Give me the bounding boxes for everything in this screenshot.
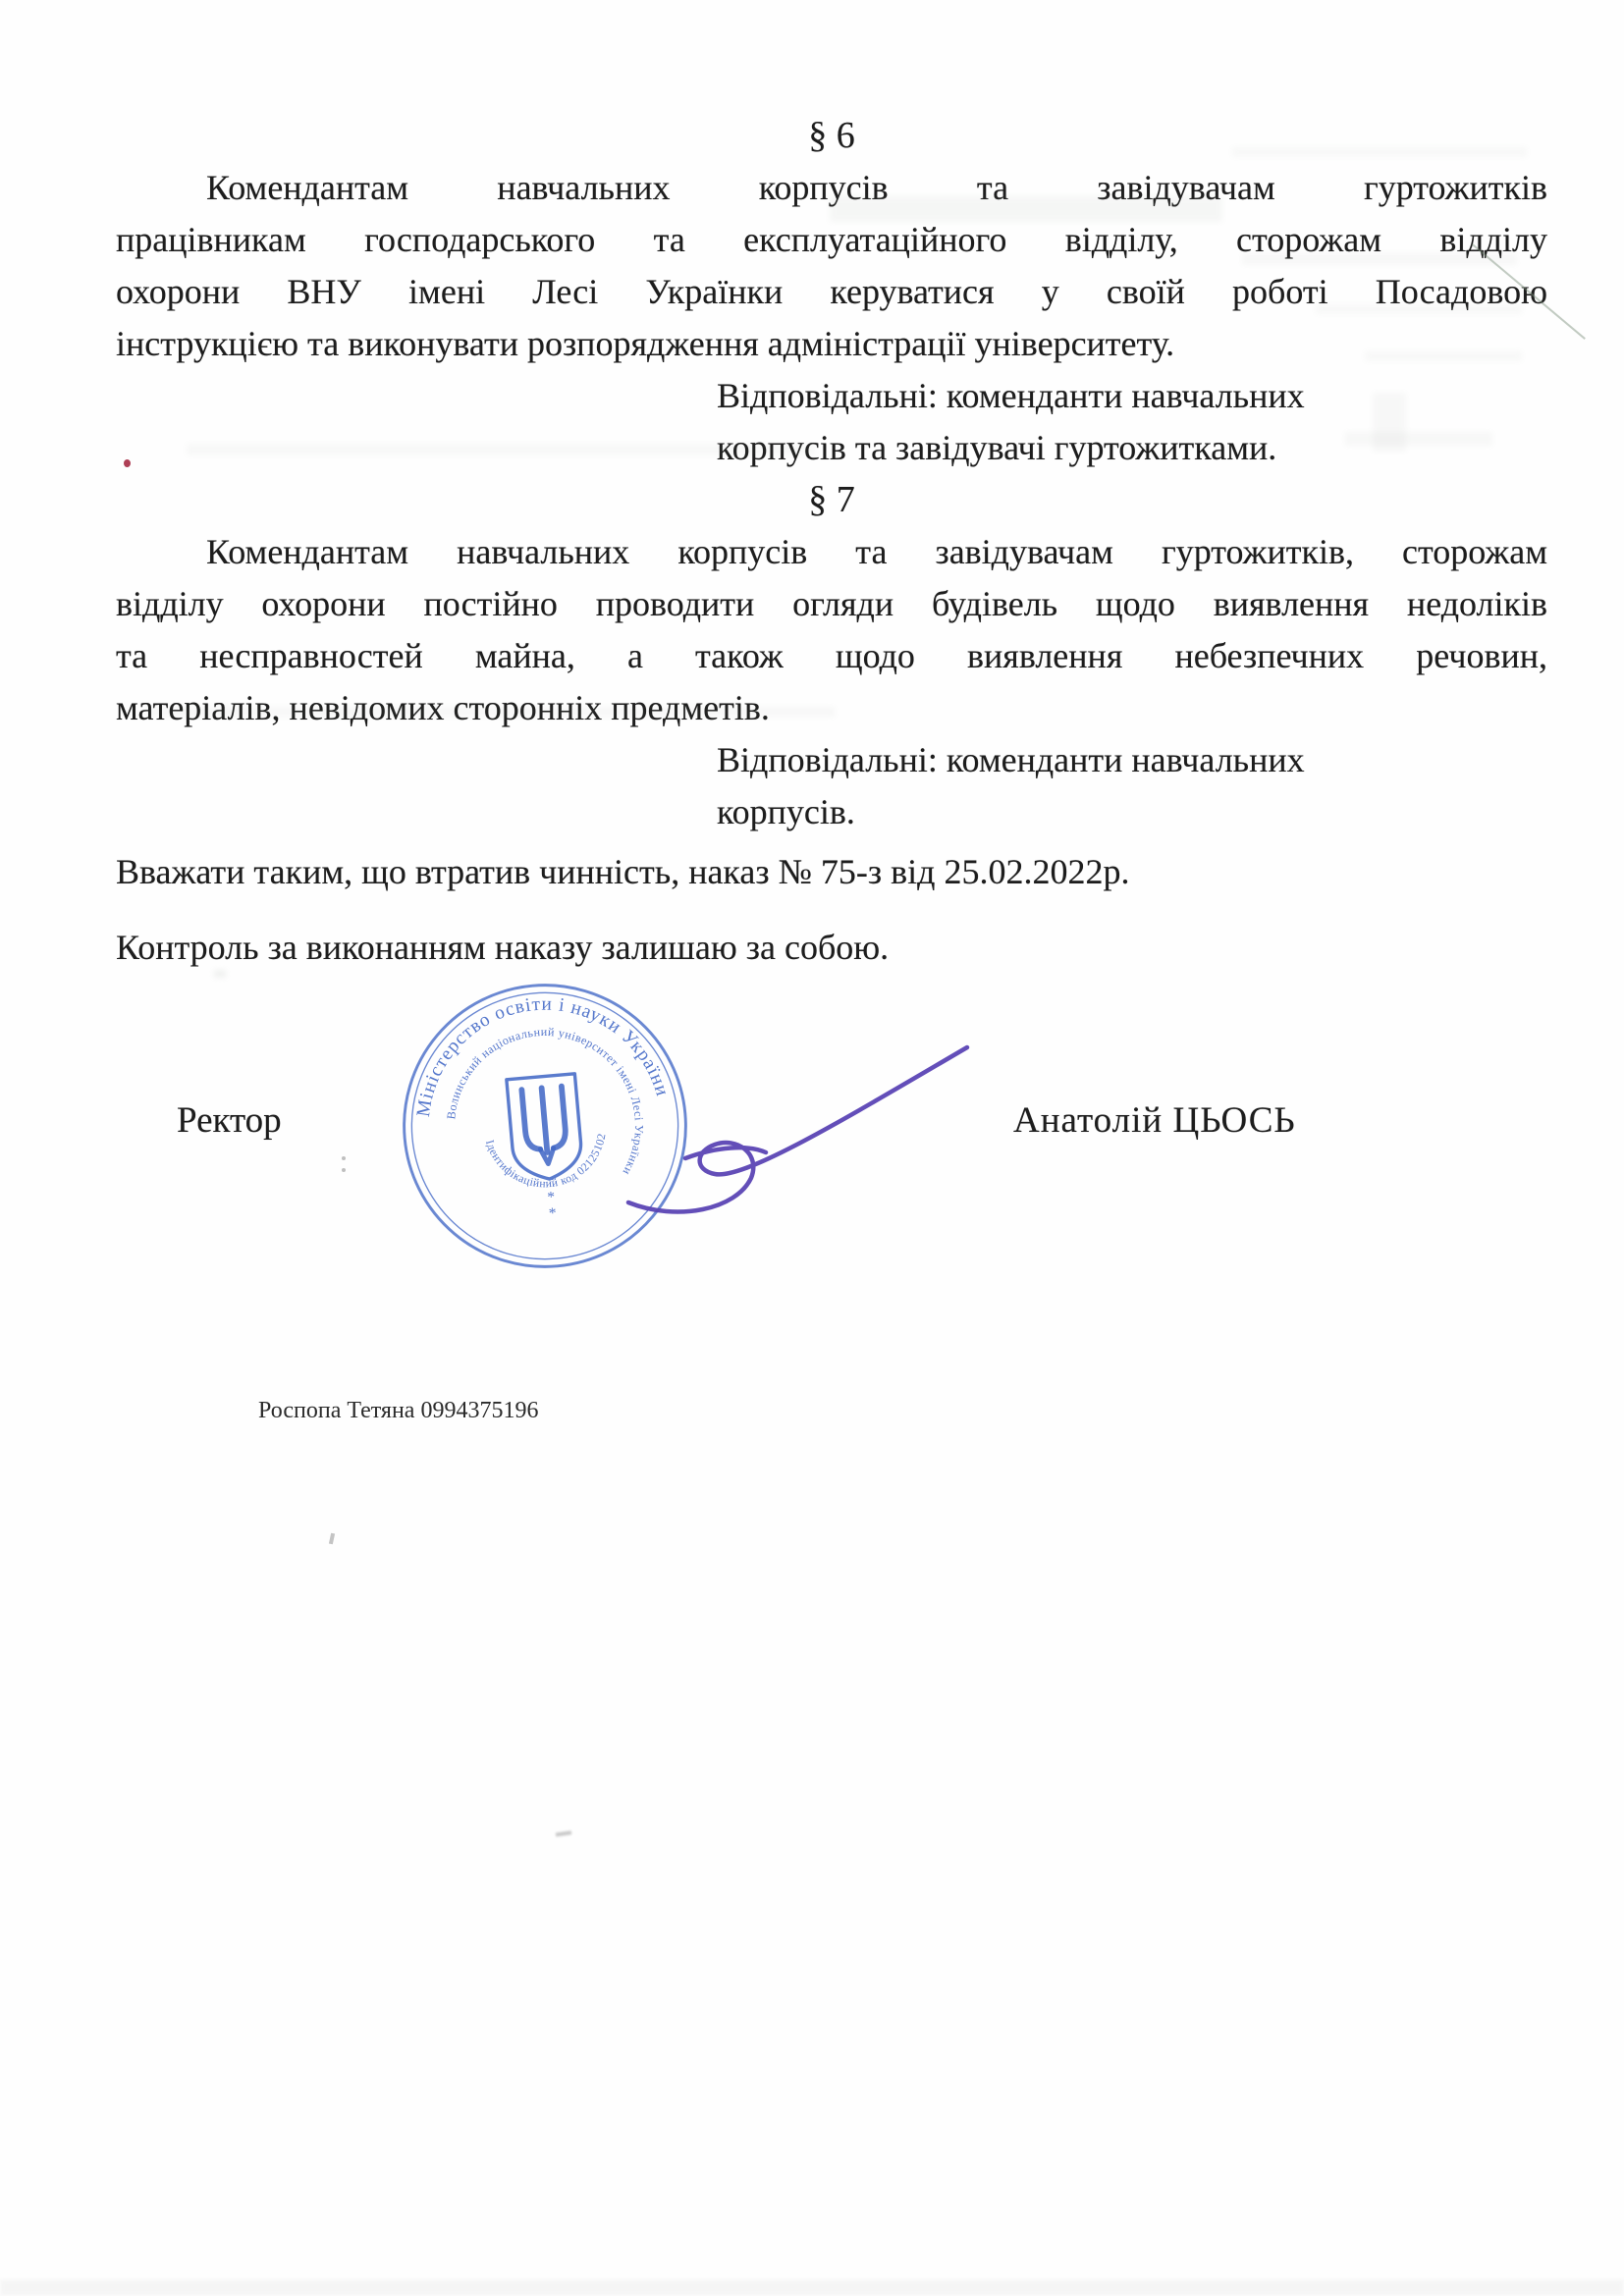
paragraph-line: та несправностей майна, а також щодо виявлення небезпечних речовин, <box>116 636 1547 675</box>
paragraph-line: Комендантам навчальних корпусів та завідувачам гуртожитків, сторожам <box>206 532 1547 571</box>
section-6-paragraph <box>116 162 1547 370</box>
responsible-line: корпусів та завідувачі гуртожитками. <box>717 428 1277 467</box>
paragraph-line: охорони ВНУ імені Лесі Українки керуватися у своїй роботі Посадовою <box>116 272 1547 311</box>
paragraph-line: працівникам господарського та експлуатаційного відділу, сторожам відділу <box>116 220 1547 259</box>
signer-title: Ректор <box>177 1100 282 1141</box>
section-7-responsible-note <box>717 734 1547 838</box>
paragraph-line: Комендантам навчальних корпусів та завідувачам гуртожитків <box>206 168 1547 207</box>
pencil-mark <box>329 1533 335 1545</box>
contact-line: Роспопа Тетяна 0994375196 <box>258 1398 539 1423</box>
pencil-mark <box>342 1156 346 1160</box>
pencil-mark <box>342 1168 346 1172</box>
trident-center-prong <box>542 1088 548 1152</box>
trident-right-prong <box>548 1087 567 1148</box>
trident-emblem <box>507 1074 584 1182</box>
order-text-block <box>116 110 1547 974</box>
section-7-paragraph <box>116 526 1547 734</box>
responsible-line: Відповідальні: коменданти навчальних <box>717 376 1305 415</box>
stamp-asterisk: * <box>548 1204 558 1222</box>
stamp-ring1-textpath: Міністерство освіти і науки України <box>412 993 674 1119</box>
revocation-line: Вважати таким, що втратив чинність, наказ № 75-з від 25.02.2022р. <box>116 852 1130 891</box>
section-7-heading: § 7 <box>808 479 855 520</box>
signature-cross-stroke <box>685 1148 766 1158</box>
section-6-responsible-note <box>717 370 1547 474</box>
trident-left-prong <box>521 1089 540 1150</box>
stamp-ring2-textpath: Волинський національний університет імені Лесі Українки <box>444 1024 647 1178</box>
paragraph-line: інструкцією та виконувати розпорядження адміністрації університету. <box>116 324 1175 363</box>
paragraph-line: відділу охорони постійно проводити огляди будівель щодо виявлення недоліків <box>116 584 1547 623</box>
responsible-line: корпусів. <box>717 792 855 831</box>
section-6-heading: § 6 <box>808 115 855 156</box>
pencil-mark <box>556 1831 571 1837</box>
scan-edge-shadow <box>0 2279 1624 2296</box>
responsible-line: Відповідальні: коменданти навчальних <box>717 740 1305 779</box>
stamp-ring3-textpath: Ідентифікаційний код 02125102 <box>483 1132 609 1191</box>
signature-main-stroke <box>628 1047 967 1212</box>
control-line: Контроль за виконанням наказу залишаю за собою. <box>116 928 890 967</box>
stamp-asterisk: * <box>546 1188 556 1206</box>
paragraph-line: матеріалів, невідомих сторонніх предметів. <box>116 688 770 727</box>
handwritten-signature <box>589 1001 982 1237</box>
signer-name: Анатолій ЦЬОСЬ <box>1013 1100 1296 1141</box>
